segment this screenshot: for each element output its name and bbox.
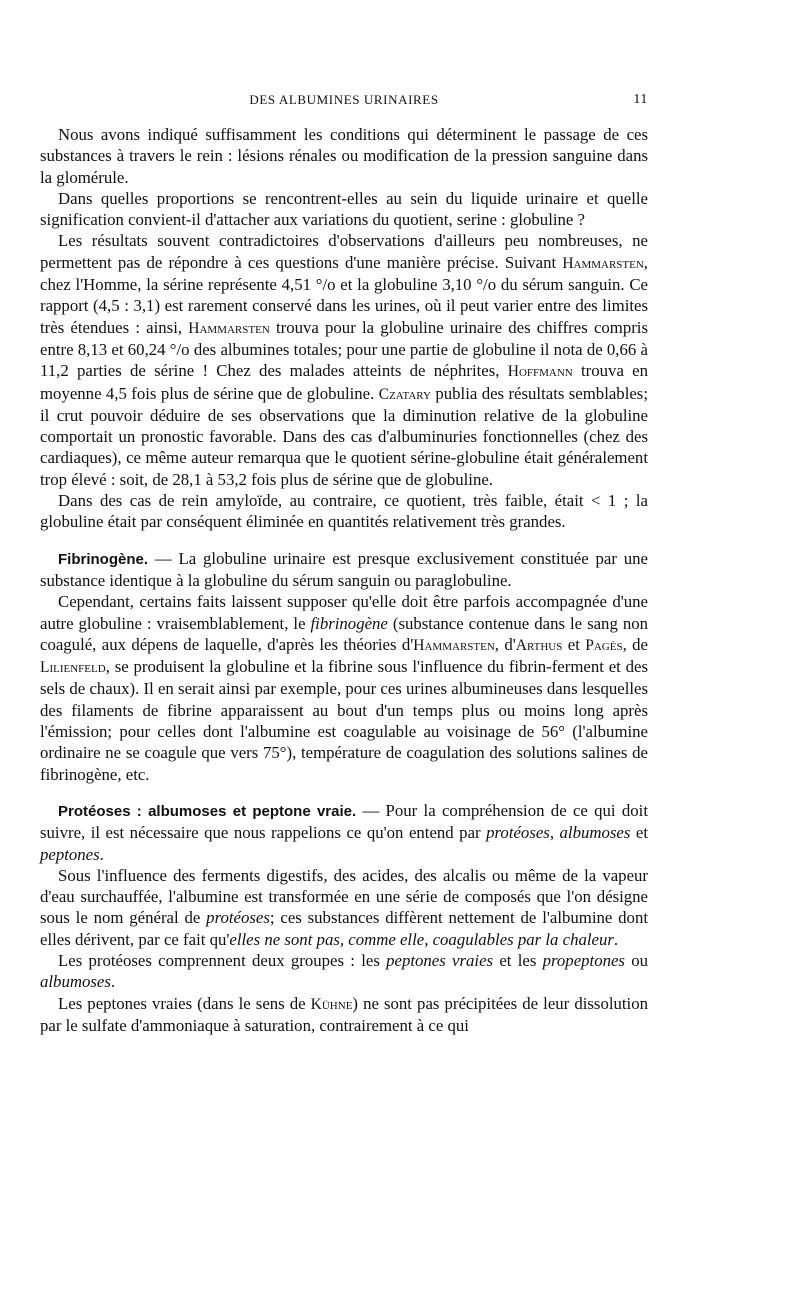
text-run: (substance contenue dans le sang non coagulé, aux dépens de laquelle, d'après les théories d': [40, 613, 648, 654]
paragraph-6: [40, 591, 648, 785]
italic-term: protéoses: [486, 823, 550, 843]
author-name: Pagès: [585, 636, 623, 654]
italic-term: protéoses: [206, 908, 270, 928]
text-run: , chez l'Homme, la sérine représente 4,51 °/o et la globuline 3,10 °/o du sérum sanguin. Ce rapport (4,5 : 3,1) est rarement conservé dans les urines, où il peut varier entre des limites très étendues : ainsi,: [40, 252, 648, 337]
text-run: , d': [494, 634, 516, 654]
text-run: et: [630, 823, 649, 843]
author-name: Hammarsten: [562, 254, 644, 272]
text-run: , de: [622, 634, 648, 654]
text-run: , se produisent la globuline et la fibrine sous l'influence du fibrin-ferment et des sels de chaux). Il en serait ainsi par exemple, pour ces urines albumineuses dans lesquelles des filaments de fibrine apparaissent au bout d'un temps plus ou moins long après l'émission; pour celles dont l'albumine est coagulable au voisinage de 56° (l'albumine ordinaire ne se coagule que vers 75°), température de coagulation des solutions salines de fibrinogène, etc.: [40, 657, 648, 784]
paragraph-5: [40, 548, 648, 592]
italic-term: albumoses: [559, 823, 631, 843]
book-page: [40, 0, 648, 1316]
text-run: Sous l'influence des ferments digestifs, des acides, des alcalis ou même de la vapeur d'eau surchauffée, l'albumine est transformée en une série de composés que l'on désigne sous le nom général de: [40, 865, 648, 928]
paragraph-7: [40, 800, 648, 865]
text-run: publia des résultats semblables; il crut pouvoir déduire de ses observations que la diminution relative de la globuline comportait un pronostic favorable. Dans des cas d'albuminuries fonctionnelles (chez des cardiaques), ce même auteur remarqua que le quotient sérine-globuline était généralement trop élevé : soit, de 28,1 à 53,2 fois plus de sérine que de globuline.: [40, 383, 648, 489]
author-name: Lilienfeld: [40, 659, 106, 677]
text-run: .: [613, 929, 619, 949]
text-run: ) ne sont pas précipitées de leur dissolution par le sulfate d'ammoniaque à saturation, contrairement à ce qui: [40, 993, 648, 1035]
text-run: ou: [624, 950, 648, 970]
text-run: Les protéoses comprennent deux groupes : les: [58, 950, 387, 970]
text-run: .: [110, 972, 116, 992]
section-heading-proteoses: Protéoses : albumoses et peptone vraie.: [58, 802, 357, 820]
text-run: et les: [493, 950, 543, 970]
paragraph-9: [40, 950, 648, 993]
paragraph-4: Dans des cas de rein amyloïde, au contraire, ce quotient, très faible, était < 1 ; la globuline était par conséquent éliminée en quantités relativement très grandes.: [40, 491, 648, 532]
author-name: Kühne: [310, 995, 353, 1013]
italic-phrase: elles ne sont pas, comme elle, coagulables par la chaleur: [229, 929, 614, 949]
author-name: Hammarsten: [413, 636, 495, 654]
text-run: — La globuline urinaire est presque exclusivement constituée par une substance identique à la globuline du sérum sanguin ou paraglobuline.: [40, 548, 648, 590]
italic-term: peptones: [40, 844, 100, 864]
page-header: [40, 92, 648, 112]
text-run: et: [562, 634, 586, 654]
text-run: ,: [549, 823, 560, 843]
text-run: Les résultats souvent contradictoires d'observations d'ailleurs peu nombreuses, ne permettent pas de répondre à ces questions d'une manière précise. Suivant: [40, 231, 648, 272]
author-name: Czatary: [378, 385, 431, 403]
text-run: .: [99, 844, 104, 864]
text-run: Les peptones vraies (dans le sens de: [58, 993, 311, 1013]
italic-term: fibrinogène: [310, 613, 388, 633]
text-run: Cependant, certains faits laissent supposer qu'elle doit être parfois accompagnée d'une autre globuline : vraisemblablement, le: [40, 592, 648, 633]
text-run: ; ces substances diffèrent nettement de l'albumine dont elles dérivent, par ce fait qu': [40, 908, 648, 949]
text-run: — Pour la compréhension de ce qui doit suivre, il est nécessaire que nous rappelions ce qu'on entend par: [40, 800, 649, 843]
running-title: DES ALBUMINES URINAIRES: [249, 92, 439, 107]
section-heading-fibrinogene: Fibrinogène.: [58, 550, 148, 568]
author-name: Hammarsten: [188, 319, 270, 337]
italic-term: propeptones: [542, 950, 625, 970]
author-name: Hoffmann: [507, 363, 573, 381]
italic-term: peptones vraies: [386, 950, 494, 970]
paragraph-2: Dans quelles proportions se rencontrent-elles au sein du liquide urinaire et quelle signification convient-il d'attacher aux variations du quotient, serine : globuline ?: [40, 188, 648, 230]
paragraph-8: [40, 865, 648, 950]
body-text: [40, 124, 648, 1036]
italic-term: albumoses: [40, 972, 111, 992]
text-run: trouva pour la globuline urinaire des chiffres compris entre 8,13 et 60,24 °/o des albumines totales; pour une partie de globuline il nota de 0,66 à 11,2 parties de sérine ! Chez des malades atteints de néphrites,: [40, 317, 649, 381]
paragraph-1: Nous avons indiqué suffisamment les conditions qui déterminent le passage de ces substances à travers le rein : lésions rénales ou modification de la pression sanguine dans la glomérule.: [40, 125, 648, 187]
text-run: trouva en moyenne 4,5 fois plus de sérine que de globuline.: [40, 361, 648, 403]
paragraph-10: [40, 993, 648, 1037]
paragraph-3: [40, 230, 648, 490]
page-number: 11: [633, 92, 648, 107]
author-name: Arthus: [515, 636, 563, 654]
